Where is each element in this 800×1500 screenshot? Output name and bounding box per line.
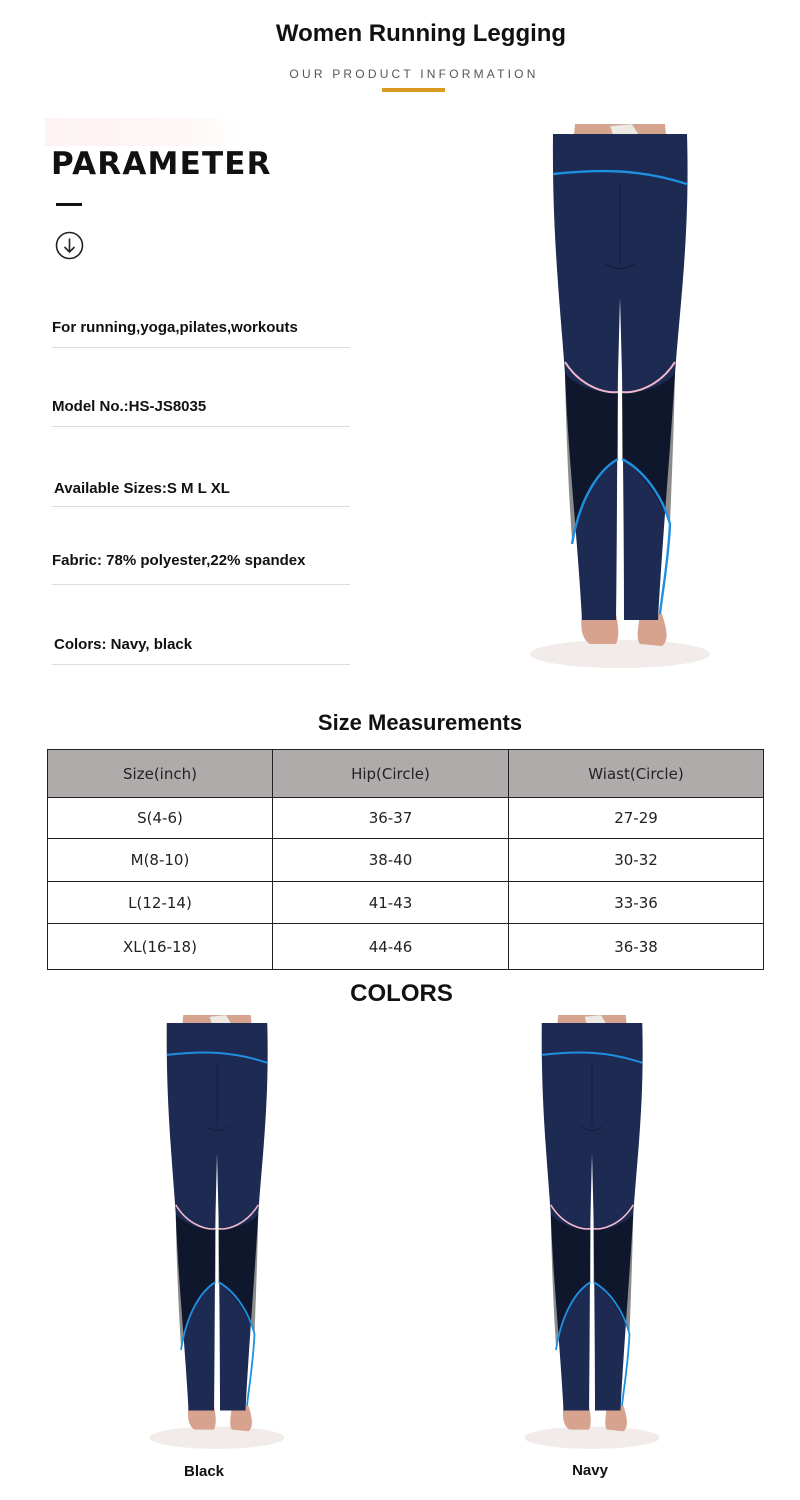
table-row [48, 924, 764, 970]
column-header: Size(inch) [48, 750, 273, 798]
product-photo-navy-legging [520, 124, 720, 672]
spec-sizes [54, 480, 352, 497]
color-label-black: Black [183, 1463, 225, 1480]
column-header: Hip(Circle) [273, 750, 509, 798]
spec-divider [52, 584, 350, 585]
product-photo-black-legging [142, 1015, 292, 1452]
table-header-row [48, 750, 764, 798]
page-title: Women Running Legging [275, 20, 567, 47]
spec-text: Colors: Navy, black [54, 636, 193, 653]
table-cell: 38-40 [273, 839, 509, 882]
table-cell: L(12-14) [48, 882, 273, 924]
table-row [48, 839, 764, 882]
spec-text: For running,yoga,pilates,workouts [52, 319, 298, 336]
table-cell: XL(16-18) [48, 924, 273, 970]
column-header: Wiast(Circle) [509, 750, 764, 798]
spec-divider [52, 426, 350, 427]
table-cell: 27-29 [509, 798, 764, 839]
table-row [48, 798, 764, 839]
spec-colors [54, 636, 352, 653]
spec-text: Available Sizes:S M L XL [54, 480, 230, 497]
table-cell: 44-46 [273, 924, 509, 970]
spec-text: Fabric: 78% polyester,22% spandex [52, 552, 306, 569]
parameter-dash [56, 203, 82, 206]
spec-divider [52, 347, 350, 348]
size-measurements-heading: Size Measurements [317, 710, 523, 735]
spec-text: Model No.:HS-JS8035 [52, 398, 207, 415]
parameter-heading-background [45, 118, 240, 146]
table-row [48, 882, 764, 924]
table-cell: 36-38 [509, 924, 764, 970]
spec-divider [52, 506, 350, 507]
table-cell: S(4-6) [48, 798, 273, 839]
spec-divider [52, 664, 350, 665]
size-table [47, 749, 764, 970]
table-cell: 33-36 [509, 882, 764, 924]
spec-use [52, 319, 350, 336]
color-label-navy: Navy [572, 1462, 608, 1479]
spec-fabric [52, 552, 350, 569]
arrow-down-circle-icon[interactable] [55, 231, 84, 260]
table-cell: 36-37 [273, 798, 509, 839]
table-cell: 30-32 [509, 839, 764, 882]
subtitle-underline [382, 88, 445, 92]
page-subtitle: OUR PRODUCT INFORMATION [289, 67, 539, 81]
product-photo-navy-legging-swatch [517, 1015, 667, 1452]
table-cell: 41-43 [273, 882, 509, 924]
colors-heading: COLORS [350, 980, 453, 1007]
spec-model [52, 398, 350, 415]
table-cell: M(8-10) [48, 839, 273, 882]
parameter-heading: PARAMETER [51, 146, 272, 182]
